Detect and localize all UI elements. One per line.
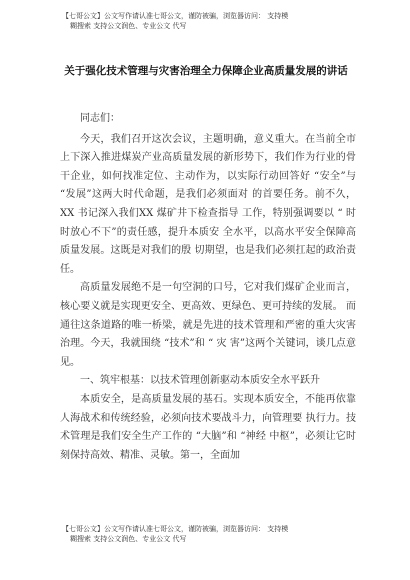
paragraph-1: 今天，我们召开这次会议，主题明确，意义重大。在当前全市上下深入推进煤炭产业高质量发展的新形势下，我们作为行业的骨干企业，如何找准定位、主动作为，以实际行动回答好 “安全”与 “发展”这两大时代命题，是我们必须面对 的首要任务。前不久，XX 书记深入我们XX 煤矿井下检查指导 工作，特别强调要以 “ 时时放心不下”的责任感，提升本质安 全水平，以高水平安全保障高质量发展。这既是对我们的殷 切期望，也是我们必须扛起的政治责任。 <box>60 133 356 275</box>
section-heading-1: 一、筑牢根基：以技术管理创新驱动本质安全水平跃升 <box>80 375 320 387</box>
paragraph-2: 高质量发展绝不是一句空洞的口号，它对我们煤矿企业而言，核心要义就是实现更安全、更高效、更绿色、更可持续的发展。 而通往这条道路的唯一桥梁，就是先进的技术管理和严密的重大灾害治理。今天，我就围绕 “技术”和 “ 灾 害”这两个关键词，谈几点意见。 <box>60 282 356 368</box>
salutation: 同志们： <box>80 113 120 124</box>
document-body <box>60 110 356 465</box>
header-line-2: 糊搜索 支持公文润色、专业公文 代写 <box>70 22 187 30</box>
page-header-watermark <box>62 11 362 31</box>
footer-line-2: 糊搜索 支持公文润色、专业公文 代写 <box>70 535 187 543</box>
document-title: 关于强化技术管理与灾害治理全力保障企业高质量发展的讲话 <box>64 65 348 77</box>
page-footer-watermark <box>62 524 362 544</box>
header-line-1: 【七哥公文】公文写作请认准七哥公文，谨防被骗，浏览器访问： 支持模 <box>62 12 289 20</box>
footer-line-1: 【七哥公文】公文写作请认准七哥公文，谨防被骗，浏览器访问： 支持模 <box>62 525 289 533</box>
paragraph-3: 本质安全，是高质量发展的基石。实现本质安全，不能再依靠人海战术和传统经验，必须向技术要战斗力，向管理要 执行力。技术管理是我们安全生产工作的 “大脑”和 “神经 中枢”，必须让它时刻保持高效、精准、灵敏。第一，全面加 <box>60 393 356 461</box>
